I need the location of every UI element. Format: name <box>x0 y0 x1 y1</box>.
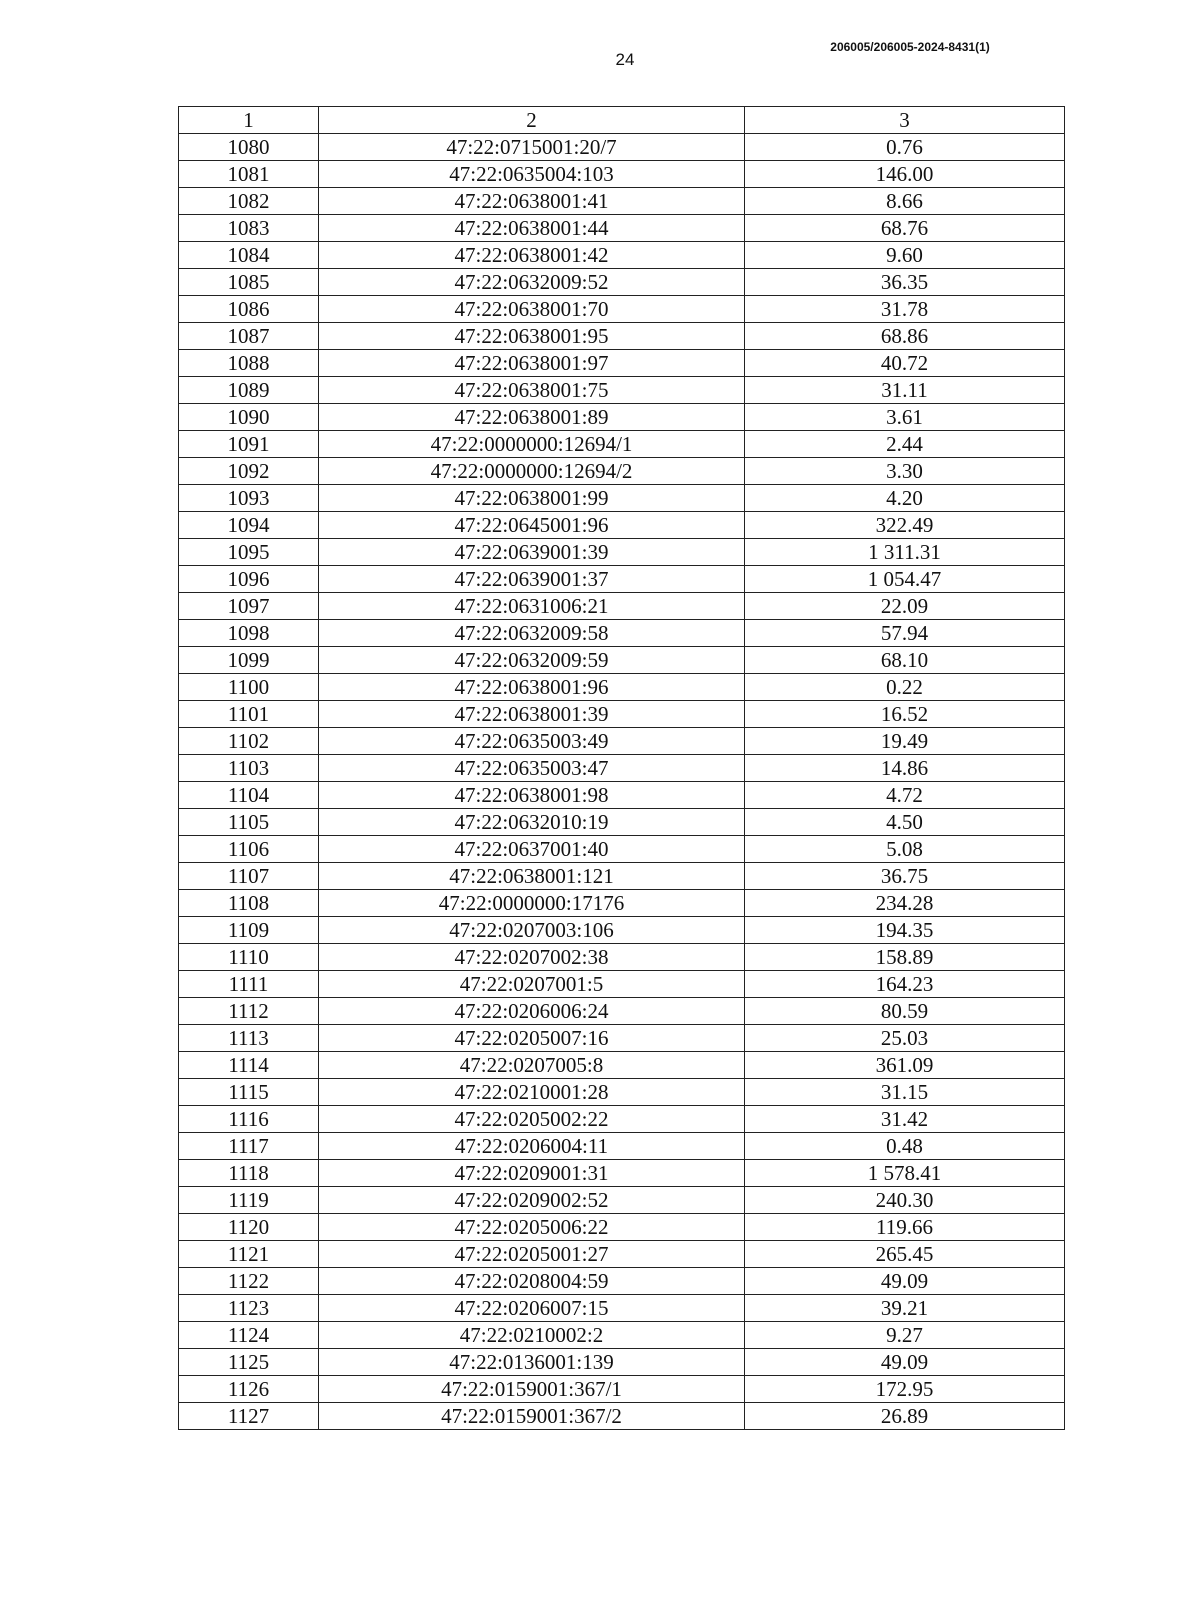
row-number-cell: 1106 <box>179 836 319 863</box>
value-cell: 68.86 <box>745 323 1065 350</box>
table-row <box>179 539 1065 566</box>
value-cell: 5.08 <box>745 836 1065 863</box>
cadastral-number-cell: 47:22:0638001:75 <box>319 377 745 404</box>
table-row <box>179 1214 1065 1241</box>
table-row <box>179 485 1065 512</box>
table-row <box>179 1241 1065 1268</box>
cadastral-number-cell: 47:22:0205006:22 <box>319 1214 745 1241</box>
cadastral-number-cell: 47:22:0207003:106 <box>319 917 745 944</box>
row-number-cell: 1111 <box>179 971 319 998</box>
table-row <box>179 566 1065 593</box>
value-cell: 119.66 <box>745 1214 1065 1241</box>
cadastral-number-cell: 47:22:0631006:21 <box>319 593 745 620</box>
value-cell: 146.00 <box>745 161 1065 188</box>
cadastral-number-cell: 47:22:0715001:20/7 <box>319 134 745 161</box>
row-number-cell: 1094 <box>179 512 319 539</box>
cadastral-number-cell: 47:22:0159001:367/1 <box>319 1376 745 1403</box>
cadastral-number-cell: 47:22:0635004:103 <box>319 161 745 188</box>
cadastral-number-cell: 47:22:0638001:121 <box>319 863 745 890</box>
page-number: 24 <box>615 50 635 69</box>
table-row <box>179 755 1065 782</box>
cadastral-number-cell: 47:22:0638001:42 <box>319 242 745 269</box>
value-cell: 49.09 <box>745 1349 1065 1376</box>
cadastral-number-cell: 47:22:0209002:52 <box>319 1187 745 1214</box>
value-cell: 4.50 <box>745 809 1065 836</box>
row-number-cell: 1107 <box>179 863 319 890</box>
row-number-cell: 1082 <box>179 188 319 215</box>
cadastral-number-cell: 47:22:0632009:58 <box>319 620 745 647</box>
table-row <box>179 1079 1065 1106</box>
row-number-cell: 1114 <box>179 1052 319 1079</box>
row-number-cell: 1083 <box>179 215 319 242</box>
row-number-cell: 1112 <box>179 998 319 1025</box>
value-cell: 3.61 <box>745 404 1065 431</box>
row-number-cell: 1124 <box>179 1322 319 1349</box>
table-row <box>179 404 1065 431</box>
row-number-cell: 1081 <box>179 161 319 188</box>
row-number-cell: 1097 <box>179 593 319 620</box>
value-cell: 31.11 <box>745 377 1065 404</box>
cadastral-number-cell: 47:22:0206006:24 <box>319 998 745 1025</box>
table-row <box>179 971 1065 998</box>
table-row <box>179 620 1065 647</box>
table-row <box>179 863 1065 890</box>
cadastral-number-cell: 47:22:0638001:44 <box>319 215 745 242</box>
value-cell: 361.09 <box>745 1052 1065 1079</box>
value-cell: 22.09 <box>745 593 1065 620</box>
cadastral-number-cell: 47:22:0206004:11 <box>319 1133 745 1160</box>
table-row <box>179 512 1065 539</box>
table-row <box>179 782 1065 809</box>
table-row <box>179 674 1065 701</box>
table-row <box>179 1106 1065 1133</box>
table-row <box>179 647 1065 674</box>
cadastral-number-cell: 47:22:0000000:12694/2 <box>319 458 745 485</box>
table-row <box>179 1052 1065 1079</box>
table-row <box>179 134 1065 161</box>
value-cell: 2.44 <box>745 431 1065 458</box>
value-cell: 40.72 <box>745 350 1065 377</box>
value-cell: 80.59 <box>745 998 1065 1025</box>
registry-table <box>178 106 1065 1430</box>
row-number-cell: 1100 <box>179 674 319 701</box>
table-row <box>179 890 1065 917</box>
row-number-cell: 1103 <box>179 755 319 782</box>
cadastral-number-cell: 47:22:0638001:95 <box>319 323 745 350</box>
value-cell: 1 311.31 <box>745 539 1065 566</box>
row-number-cell: 1119 <box>179 1187 319 1214</box>
cadastral-number-cell: 47:22:0638001:39 <box>319 701 745 728</box>
table-row <box>179 269 1065 296</box>
cadastral-number-cell: 47:22:0632009:59 <box>319 647 745 674</box>
row-number-cell: 1089 <box>179 377 319 404</box>
table-row <box>179 1376 1065 1403</box>
row-number-cell: 1088 <box>179 350 319 377</box>
value-cell: 194.35 <box>745 917 1065 944</box>
table-row <box>179 701 1065 728</box>
table-row <box>179 809 1065 836</box>
cadastral-number-cell: 47:22:0638001:70 <box>319 296 745 323</box>
row-number-cell: 1095 <box>179 539 319 566</box>
value-cell: 0.76 <box>745 134 1065 161</box>
cadastral-number-cell: 47:22:0210002:2 <box>319 1322 745 1349</box>
value-cell: 68.10 <box>745 647 1065 674</box>
cadastral-number-cell: 47:22:0638001:89 <box>319 404 745 431</box>
value-cell: 4.20 <box>745 485 1065 512</box>
cadastral-number-cell: 47:22:0000000:17176 <box>319 890 745 917</box>
table-row <box>179 1349 1065 1376</box>
cadastral-number-cell: 47:22:0632010:19 <box>319 809 745 836</box>
table-row <box>179 242 1065 269</box>
cadastral-number-cell: 47:22:0159001:367/2 <box>319 1403 745 1430</box>
value-cell: 16.52 <box>745 701 1065 728</box>
cadastral-number-cell: 47:22:0205001:27 <box>319 1241 745 1268</box>
row-number-cell: 1105 <box>179 809 319 836</box>
value-cell: 158.89 <box>745 944 1065 971</box>
row-number-cell: 1108 <box>179 890 319 917</box>
row-number-cell: 1092 <box>179 458 319 485</box>
row-number-cell: 1123 <box>179 1295 319 1322</box>
row-number-cell: 1116 <box>179 1106 319 1133</box>
cadastral-number-cell: 47:22:0635003:47 <box>319 755 745 782</box>
value-cell: 8.66 <box>745 188 1065 215</box>
value-cell: 3.30 <box>745 458 1065 485</box>
cadastral-number-cell: 47:22:0638001:41 <box>319 188 745 215</box>
table-row <box>179 917 1065 944</box>
table-row <box>179 377 1065 404</box>
value-cell: 26.89 <box>745 1403 1065 1430</box>
row-number-cell: 1087 <box>179 323 319 350</box>
row-number-cell: 1096 <box>179 566 319 593</box>
table-row <box>179 350 1065 377</box>
table-row <box>179 1187 1065 1214</box>
row-number-cell: 1080 <box>179 134 319 161</box>
value-cell: 31.42 <box>745 1106 1065 1133</box>
table-row <box>179 1268 1065 1295</box>
value-cell: 57.94 <box>745 620 1065 647</box>
cadastral-number-cell: 47:22:0638001:97 <box>319 350 745 377</box>
cadastral-number-cell: 47:22:0639001:39 <box>319 539 745 566</box>
cadastral-number-cell: 47:22:0210001:28 <box>319 1079 745 1106</box>
table-row <box>179 1295 1065 1322</box>
cadastral-number-cell: 47:22:0205007:16 <box>319 1025 745 1052</box>
cadastral-number-cell: 47:22:0205002:22 <box>319 1106 745 1133</box>
value-cell: 39.21 <box>745 1295 1065 1322</box>
cadastral-number-cell: 47:22:0207002:38 <box>319 944 745 971</box>
row-number-cell: 1120 <box>179 1214 319 1241</box>
table-row <box>179 215 1065 242</box>
table-row <box>179 161 1065 188</box>
table-row <box>179 1403 1065 1430</box>
row-number-cell: 1110 <box>179 944 319 971</box>
row-number-cell: 1084 <box>179 242 319 269</box>
cadastral-number-cell: 47:22:0207001:5 <box>319 971 745 998</box>
cadastral-number-cell: 47:22:0637001:40 <box>319 836 745 863</box>
table-row <box>179 1025 1065 1052</box>
value-cell: 0.22 <box>745 674 1065 701</box>
header-row <box>179 107 1065 134</box>
cadastral-number-cell: 47:22:0208004:59 <box>319 1268 745 1295</box>
row-number-cell: 1126 <box>179 1376 319 1403</box>
cadastral-number-cell: 47:22:0635003:49 <box>319 728 745 755</box>
cadastral-number-cell: 47:22:0206007:15 <box>319 1295 745 1322</box>
table-body <box>179 134 1065 1430</box>
value-cell: 25.03 <box>745 1025 1065 1052</box>
row-number-cell: 1093 <box>179 485 319 512</box>
value-cell: 14.86 <box>745 755 1065 782</box>
value-cell: 36.35 <box>745 269 1065 296</box>
cadastral-number-cell: 47:22:0638001:96 <box>319 674 745 701</box>
value-cell: 36.75 <box>745 863 1065 890</box>
value-cell: 31.78 <box>745 296 1065 323</box>
column-header-1: 1 <box>179 107 319 134</box>
table-row <box>179 1160 1065 1187</box>
value-cell: 68.76 <box>745 215 1065 242</box>
cadastral-number-cell: 47:22:0645001:96 <box>319 512 745 539</box>
row-number-cell: 1125 <box>179 1349 319 1376</box>
value-cell: 49.09 <box>745 1268 1065 1295</box>
value-cell: 1 054.47 <box>745 566 1065 593</box>
row-number-cell: 1099 <box>179 647 319 674</box>
row-number-cell: 1085 <box>179 269 319 296</box>
row-number-cell: 1098 <box>179 620 319 647</box>
row-number-cell: 1115 <box>179 1079 319 1106</box>
row-number-cell: 1101 <box>179 701 319 728</box>
value-cell: 0.48 <box>745 1133 1065 1160</box>
table-row <box>179 323 1065 350</box>
document-id: 206005/206005-2024-8431(1) <box>830 40 990 54</box>
row-number-cell: 1121 <box>179 1241 319 1268</box>
cadastral-number-cell: 47:22:0632009:52 <box>319 269 745 296</box>
value-cell: 172.95 <box>745 1376 1065 1403</box>
cadastral-number-cell: 47:22:0638001:99 <box>319 485 745 512</box>
table-row <box>179 458 1065 485</box>
value-cell: 234.28 <box>745 890 1065 917</box>
value-cell: 240.30 <box>745 1187 1065 1214</box>
table-row <box>179 1322 1065 1349</box>
value-cell: 322.49 <box>745 512 1065 539</box>
row-number-cell: 1117 <box>179 1133 319 1160</box>
table-row <box>179 728 1065 755</box>
row-number-cell: 1091 <box>179 431 319 458</box>
table-header <box>179 107 1065 134</box>
table-row <box>179 431 1065 458</box>
value-cell: 9.60 <box>745 242 1065 269</box>
cadastral-number-cell: 47:22:0207005:8 <box>319 1052 745 1079</box>
row-number-cell: 1090 <box>179 404 319 431</box>
table-row <box>179 998 1065 1025</box>
cadastral-number-cell: 47:22:0639001:37 <box>319 566 745 593</box>
value-cell: 164.23 <box>745 971 1065 998</box>
row-number-cell: 1109 <box>179 917 319 944</box>
cadastral-number-cell: 47:22:0638001:98 <box>319 782 745 809</box>
value-cell: 9.27 <box>745 1322 1065 1349</box>
column-header-2: 2 <box>319 107 745 134</box>
value-cell: 265.45 <box>745 1241 1065 1268</box>
table-row <box>179 1133 1065 1160</box>
value-cell: 4.72 <box>745 782 1065 809</box>
table-row <box>179 836 1065 863</box>
cadastral-number-cell: 47:22:0209001:31 <box>319 1160 745 1187</box>
column-header-3: 3 <box>745 107 1065 134</box>
cadastral-number-cell: 47:22:0136001:139 <box>319 1349 745 1376</box>
value-cell: 1 578.41 <box>745 1160 1065 1187</box>
row-number-cell: 1118 <box>179 1160 319 1187</box>
row-number-cell: 1104 <box>179 782 319 809</box>
row-number-cell: 1127 <box>179 1403 319 1430</box>
table-row <box>179 944 1065 971</box>
cadastral-number-cell: 47:22:0000000:12694/1 <box>319 431 745 458</box>
table-row <box>179 593 1065 620</box>
value-cell: 31.15 <box>745 1079 1065 1106</box>
row-number-cell: 1122 <box>179 1268 319 1295</box>
row-number-cell: 1102 <box>179 728 319 755</box>
value-cell: 19.49 <box>745 728 1065 755</box>
row-number-cell: 1086 <box>179 296 319 323</box>
row-number-cell: 1113 <box>179 1025 319 1052</box>
table-row <box>179 188 1065 215</box>
table-row <box>179 296 1065 323</box>
